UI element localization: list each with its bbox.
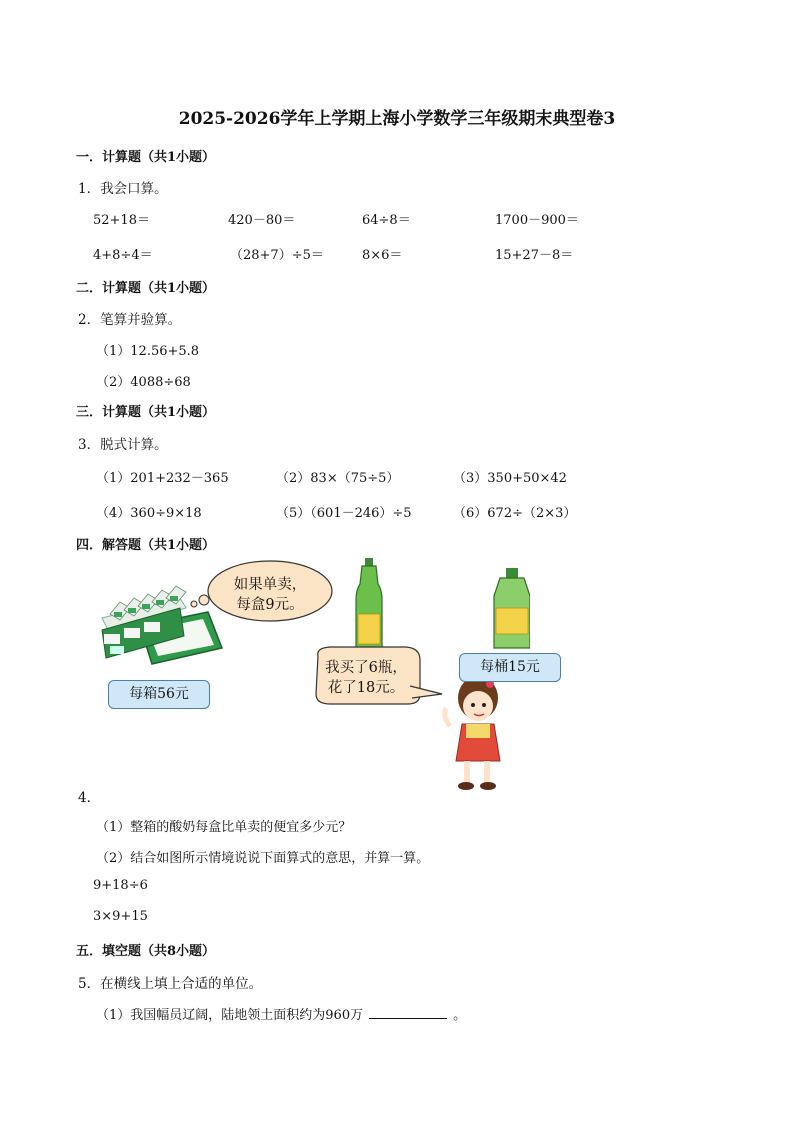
section-4-header: 四．解答题（共1小题） xyxy=(76,538,216,553)
question-5: 5．在横线上填上合适的单位。 xyxy=(78,976,263,992)
bubble-2-line-2: 花了18元。 xyxy=(327,680,405,696)
question-4: 4． xyxy=(78,790,101,806)
step-calc-3: （3）350+50×42 xyxy=(453,471,567,486)
oral-calc-2: 420－80＝ xyxy=(228,213,296,228)
question-2: 2．笔算并验算。 xyxy=(78,312,182,328)
question-5-sub-1-end: 。 xyxy=(453,1008,467,1023)
oral-calc-8: 15+27－8＝ xyxy=(495,248,574,263)
bucket-price-label: 每桶15元 xyxy=(459,653,561,682)
oral-calc-7: 8×6＝ xyxy=(362,248,403,263)
section-2-header: 二．计算题（共1小题） xyxy=(76,281,216,296)
page-title: 2025-2026学年上学期上海小学数学三年级期末典型卷3 xyxy=(178,109,616,129)
expression-1: 9+18÷6 xyxy=(93,878,148,893)
step-calc-6: （6）672÷（2×3） xyxy=(453,506,577,521)
step-calc-4: （4）360÷9×18 xyxy=(96,506,202,521)
written-calc-2: （2）4088÷68 xyxy=(96,375,191,390)
question-5-sub-1 xyxy=(96,1004,466,1023)
question-4-sub-1: （1）整箱的酸奶每盒比单卖的便宜多少元？ xyxy=(96,820,352,835)
section-3-header: 三．计算题（共1小题） xyxy=(76,405,216,420)
section-1-header: 一．计算题（共1小题） xyxy=(76,150,216,165)
question-3: 3．脱式计算。 xyxy=(78,437,168,453)
drink-bucket-icon xyxy=(494,568,530,648)
question-1: 1．我会口算。 xyxy=(78,181,168,197)
oral-calc-5: 4+8÷4＝ xyxy=(93,248,153,263)
bubble-1-text xyxy=(220,575,320,615)
oral-calc-4: 1700－900＝ xyxy=(495,213,579,228)
section-5-header: 五．填空题（共8小题） xyxy=(76,944,216,959)
drink-bottle-icon xyxy=(356,558,382,656)
bubble-1-line-2: 每盒9元。 xyxy=(236,597,304,613)
oral-calc-1: 52+18＝ xyxy=(93,213,150,228)
girl-character-icon xyxy=(445,676,500,790)
written-calc-1: （1）12.56+5.8 xyxy=(96,344,200,359)
box-price-label: 每箱56元 xyxy=(108,680,210,709)
step-calc-5: （5）（601－246）÷5 xyxy=(276,506,412,521)
oral-calc-3: 64÷8＝ xyxy=(362,213,411,228)
question-5-sub-1-text: （1）我国幅员辽阔，陆地领土面积约为960万 xyxy=(96,1008,364,1023)
oral-calc-6: （28+7）÷5＝ xyxy=(230,248,324,263)
step-calc-2: （2）83×（75÷5） xyxy=(276,471,400,486)
answer-blank[interactable] xyxy=(369,1006,447,1019)
bubble-1-line-1: 如果单卖， xyxy=(233,577,307,593)
bubble-2-line-1: 我买了6瓶， xyxy=(325,660,407,676)
question-4-sub-2: （2）结合如图所示情境说说下面算式的意思，并算一算。 xyxy=(96,851,430,866)
bubble-2-text xyxy=(316,658,416,698)
step-calc-1: （1）201+232－365 xyxy=(96,471,229,486)
expression-2: 3×9+15 xyxy=(93,909,148,924)
